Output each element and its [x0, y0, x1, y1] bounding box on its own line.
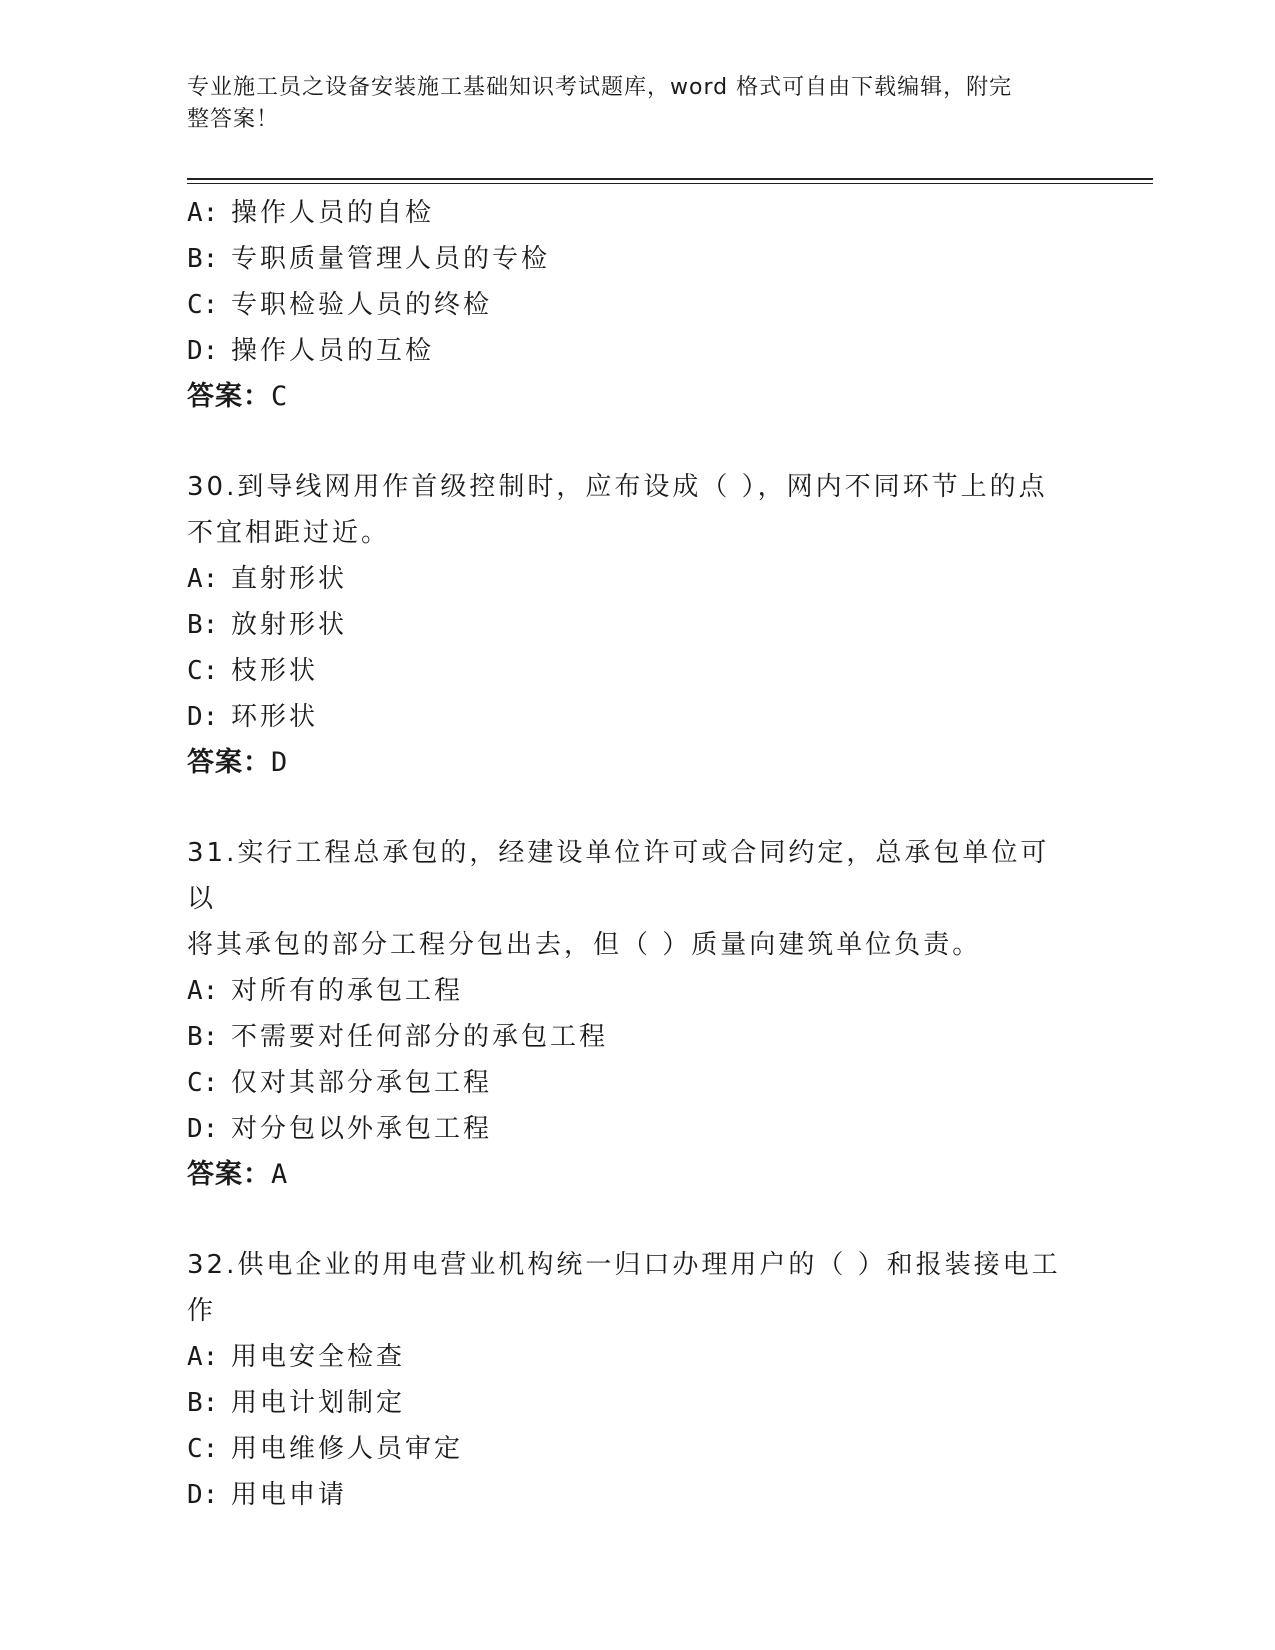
option-text: 不需要对任何部分的承包工程 [231, 1022, 609, 1052]
answer-label: 答案： [187, 747, 271, 778]
option-d [187, 328, 1087, 374]
option-text: 仅对其部分承包工程 [231, 1068, 493, 1098]
option-text: 对分包以外承包工程 [231, 1114, 493, 1144]
question-stem-line-2: 作 [187, 1296, 217, 1326]
answer-label: 答案： [187, 1159, 271, 1190]
option-text: 对所有的承包工程 [231, 976, 464, 1006]
option-text: 用电维修人员审定 [231, 1434, 464, 1464]
answer-line [187, 1152, 1087, 1198]
question-stem-line-2: 将其承包的部分工程分包出去，但（ ）质量向建筑单位负责。 [187, 930, 982, 960]
option-d [187, 1106, 1087, 1152]
header-title-line-1: 专业施工员之设备安装施工基础知识考试题库，word 格式可自由下载编辑，附完 [187, 75, 1013, 100]
question-stem-line-1: 32.供电企业的用电营业机构统一归口办理用户的（ ）和报装接电工 [187, 1250, 1061, 1280]
option-b [187, 1014, 1087, 1060]
option-b [187, 602, 1087, 648]
option-letter: D: [187, 336, 219, 366]
option-letter: A: [187, 976, 219, 1006]
option-text: 环形状 [231, 702, 319, 732]
option-text: 枝形状 [231, 656, 319, 686]
option-a [187, 968, 1087, 1014]
option-text: 用电计划制定 [231, 1388, 406, 1418]
answer-value: A [271, 1159, 289, 1190]
option-text: 专职质量管理人员的专检 [231, 244, 551, 274]
question-stem [187, 1242, 1067, 1334]
option-b [187, 1380, 1087, 1426]
question-30 [187, 464, 1087, 786]
option-text: 用电申请 [231, 1480, 348, 1510]
option-text: 操作人员的互检 [231, 336, 435, 366]
question-stem-line-1: 30.到导线网用作首级控制时，应布设成（ ），网内不同环节上的点 [187, 472, 1048, 502]
document-body [187, 190, 1087, 1518]
header-title-line-2: 整答案！ [187, 107, 280, 132]
option-text: 操作人员的自检 [231, 198, 435, 228]
question-31 [187, 830, 1087, 1198]
question-stem-line-1: 31.实行工程总承包的，经建设单位许可或合同约定，总承包单位可以 [187, 838, 1050, 914]
question-stem [187, 830, 1067, 968]
option-text: 放射形状 [231, 610, 348, 640]
option-d [187, 1472, 1087, 1518]
option-letter: B: [187, 610, 219, 640]
option-c [187, 648, 1087, 694]
header-rule-thick [187, 178, 1153, 180]
question-stem-line-2: 不宜相距过近。 [187, 518, 391, 548]
answer-value: C [271, 381, 289, 412]
question-32 [187, 1242, 1087, 1518]
option-letter: D: [187, 1114, 219, 1144]
option-letter: C: [187, 290, 219, 320]
option-text: 用电安全检查 [231, 1342, 406, 1372]
option-letter: C: [187, 656, 219, 686]
option-letter: D: [187, 1480, 219, 1510]
answer-value: D [271, 747, 289, 778]
option-letter: B: [187, 1388, 219, 1418]
question-fragment [187, 190, 1087, 420]
option-letter: C: [187, 1434, 219, 1464]
option-c [187, 1060, 1087, 1106]
option-b [187, 236, 1087, 282]
answer-line [187, 740, 1087, 786]
option-text: 专职检验人员的终检 [231, 290, 493, 320]
question-stem [187, 464, 1067, 556]
option-letter: A: [187, 198, 219, 228]
option-letter: C: [187, 1068, 219, 1098]
option-a [187, 556, 1087, 602]
answer-line [187, 374, 1087, 420]
option-letter: D: [187, 702, 219, 732]
spacer [187, 1198, 1087, 1242]
option-letter: B: [187, 1022, 219, 1052]
option-c [187, 282, 1087, 328]
header-rule-thin [187, 183, 1153, 184]
option-text: 直射形状 [231, 564, 348, 594]
spacer [187, 786, 1087, 830]
option-d [187, 694, 1087, 740]
option-a [187, 190, 1087, 236]
option-a [187, 1334, 1087, 1380]
spacer [187, 420, 1087, 464]
option-letter: B: [187, 244, 219, 274]
option-c [187, 1426, 1087, 1472]
answer-label: 答案： [187, 381, 271, 412]
option-letter: A: [187, 564, 219, 594]
option-letter: A: [187, 1342, 219, 1372]
page-header [187, 72, 1067, 136]
